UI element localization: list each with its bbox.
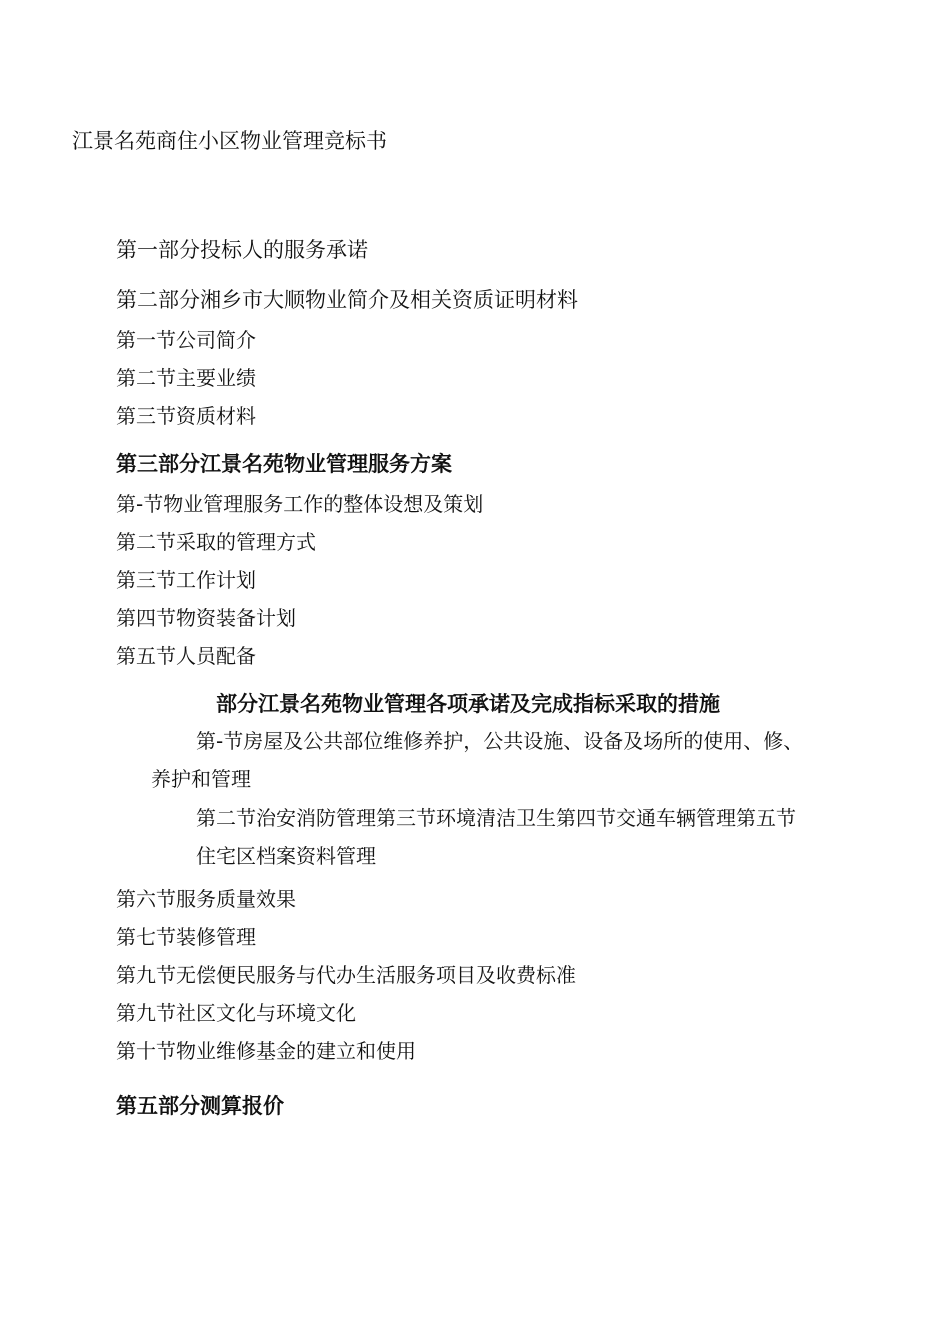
toc-section-4-6: 第六节服务质量效果 (116, 887, 296, 911)
toc-section-4-9b: 第九节社区文化与环境文化 (116, 1001, 356, 1025)
toc-part-1: 第一部分投标人的服务承诺 (116, 238, 368, 262)
toc-section-2-1: 第一节公司简介 (116, 328, 256, 352)
toc-section-3-5: 第五节人员配备 (116, 644, 256, 668)
toc-section-3-3: 第三节工作计划 (116, 568, 256, 592)
toc-section-3-4: 第四节物资装备计划 (116, 606, 296, 630)
toc-part-3: 第三部分江景名苑物业管理服务方案 (116, 452, 452, 476)
toc-section-4-5-cont: 住宅区档案资料管理 (196, 844, 376, 868)
toc-section-3-1: 第-节物业管理服务工作的整体设想及策划 (116, 492, 484, 516)
toc-part-4: 部分江景名苑物业管理各项承诺及完成指标采取的措施 (216, 692, 720, 716)
toc-section-4-10: 第十节物业维修基金的建立和使用 (116, 1039, 416, 1063)
toc-part-2: 第二部分湘乡市大顺物业简介及相关资质证明材料 (116, 288, 578, 312)
toc-part-5: 第五部分测算报价 (116, 1094, 284, 1118)
toc-section-4-9a: 第九节无偿便民服务与代办生活服务项目及收费标准 (116, 963, 576, 987)
toc-section-4-1-cont: 养护和管理 (151, 767, 251, 791)
toc-section-3-2: 第二节采取的管理方式 (116, 530, 316, 554)
document-title: 江景名苑商住小区物业管理竞标书 (72, 129, 387, 153)
toc-section-2-3: 第三节资质材料 (116, 404, 256, 428)
toc-section-2-2: 第二节主要业绩 (116, 366, 256, 390)
toc-section-4-2-5: 第二节治安消防管理第三节环境清洁卫生第四节交通车辆管理第五节 (196, 806, 796, 830)
toc-section-4-7: 第七节装修管理 (116, 925, 256, 949)
toc-section-4-1: 第-节房屋及公共部位维修养护，公共设施、设备及场所的使用、修、 (196, 729, 804, 753)
